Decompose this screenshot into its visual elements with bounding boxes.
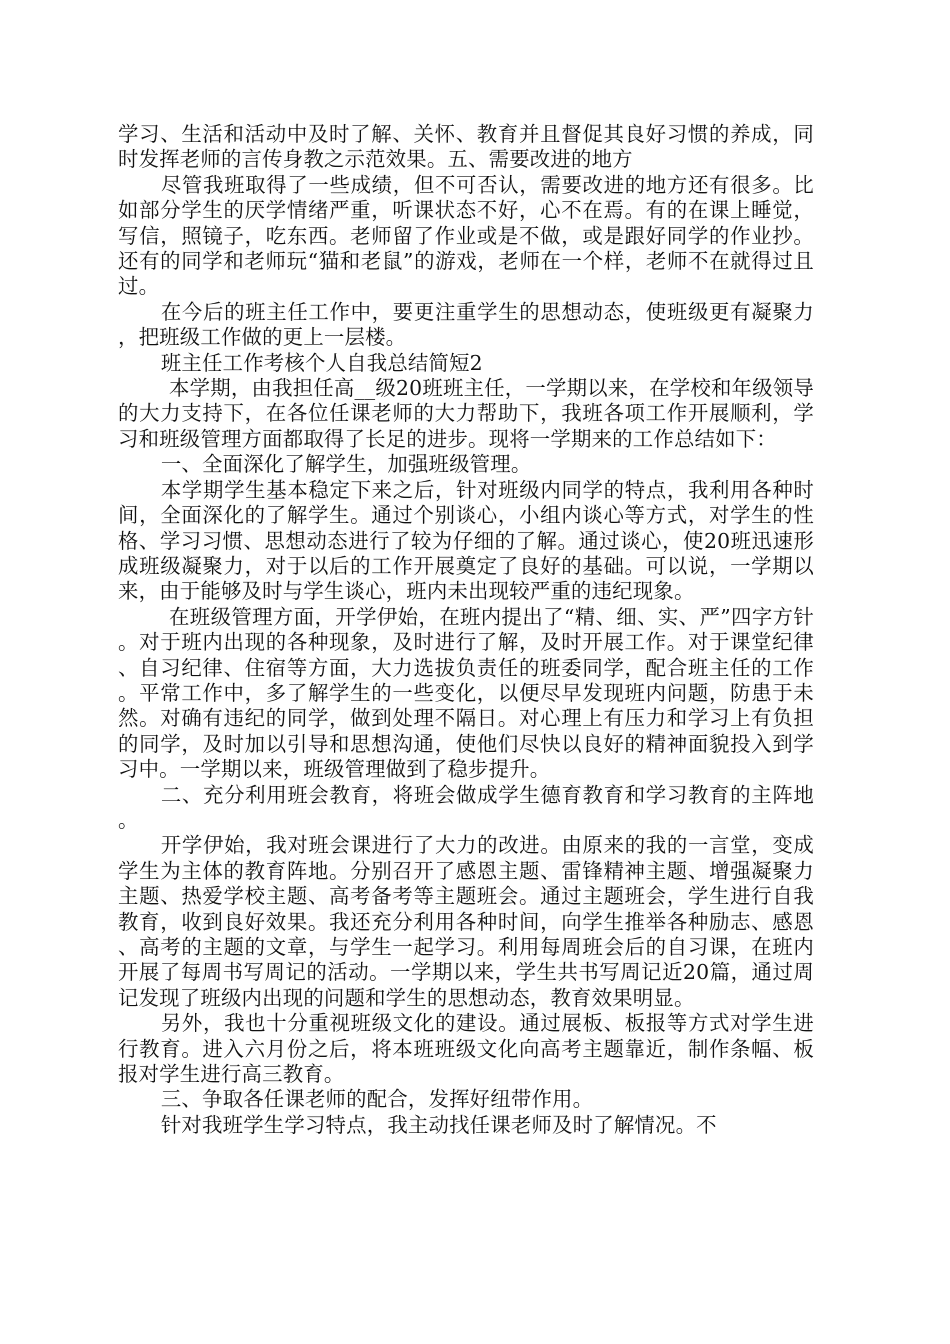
paragraph: 在今后的班主任工作中，要更注重学生的思想动态，使班级更有凝聚力，把班级工作做的更上一层楼。 [118,299,814,350]
paragraph: 本学期学生基本稳定下来之后，针对班级内同学的特点，我利用各种时间，全面深化的了解学生。通过个别谈心，小组内谈心等方式，对学生的性格、学习习惯、思想动态进行了较为仔细的了解。通过谈心，使20班迅速形成班级凝聚力，对于以后的工作开展奠定了良好的基础。可以说，一学期以来，由于能够及时与学生谈心，班内未出现较严重的违纪现象。 [118,477,814,604]
section-heading: 班主任工作考核个人自我总结简短2 [160,350,483,375]
section-heading: 二、充分利用班会教育，将班会做成学生德育教育和学习教育的主阵地。 [118,782,814,832]
paragraph: 开学伊始，我对班会课进行了大力的改进。由原来的我的一言堂，变成学生为主体的教育阵地。分别召开了感恩主题、雷锋精神主题、增强凝聚力主题、热爱学校主题、高考备考等主题班会。通过主题班会，学生进行自我教育，收到良好效果。我还充分利用各种时间，向学生推举各种励志、感恩、高考的主题的文章，与学生一起学习。利用每周班会后的自习课，在班内开展了每周书写周记的活动。一学期以来，学生共书写周记近20篇，通过周记发现了班级内出现的问题和学生的思想动态，教育效果明显。 [118,833,814,1010]
paragraph: 另外，我也十分重视班级文化的建设。通过展板、板报等方式对学生进行教育。进入六月份之后，将本班班级文化向高考主题靠近，制作条幅、板报对学生进行高三教育。 [118,1011,814,1087]
paragraph: 在班级管理方面，开学伊始，在班内提出了“精、细、实、严”四字方针。对于班内出现的各种现象，及时进行了解，及时开展工作。对于课堂纪律、自习纪律、住宿等方面，大力选拔负责任的班委同学，配合班主任的工作。平常工作中，多了解学生的一些变化，以便尽早发现班内问题，防患于未然。对确有违纪的同学，做到处理不隔日。对心理上有压力和学习上有负担的同学，及时加以引导和思想沟通，使他们尽快以良好的精神面貌投入到学习中。一学期以来，班级管理做到了稳步提升。 [118,604,814,782]
paragraph: 本学期，由我担任高__级20班班主任，一学期以来，在学校和年级领导的大力支持下，在各位任课老师的大力帮助下，我班各项工作开展顺利，学习和班级管理方面都取得了长足的进步。现将一学期来的工作总结如下： [118,376,814,451]
section-heading: 三、争取各任课老师的配合，发挥好纽带作用。 [160,1087,594,1112]
document-body [118,122,814,1138]
paragraph: 学习、生活和活动中及时了解、关怀、教育并且督促其良好习惯的养成，同时发挥老师的言传身教之示范效果。五、需要改进的地方 [118,122,814,172]
paragraph: 尽管我班取得了一些成绩，但不可否认，需要改进的地方还有很多。比如部分学生的厌学情绪严重，听课状态不好，心不在焉。有的在课上睡觉，写信，照镜子，吃东西。老师留了作业或是不做，或是跟好同学的作业抄。还有的同学和老师玩“猫和老鼠”的游戏，老师在一个样，老师不在就得过且过。 [118,172,814,299]
paragraph: 针对我班学生学习特点，我主动找任课老师及时了解情况。不 [160,1112,717,1137]
section-heading: 一、全面深化了解学生，加强班级管理。 [160,452,532,477]
